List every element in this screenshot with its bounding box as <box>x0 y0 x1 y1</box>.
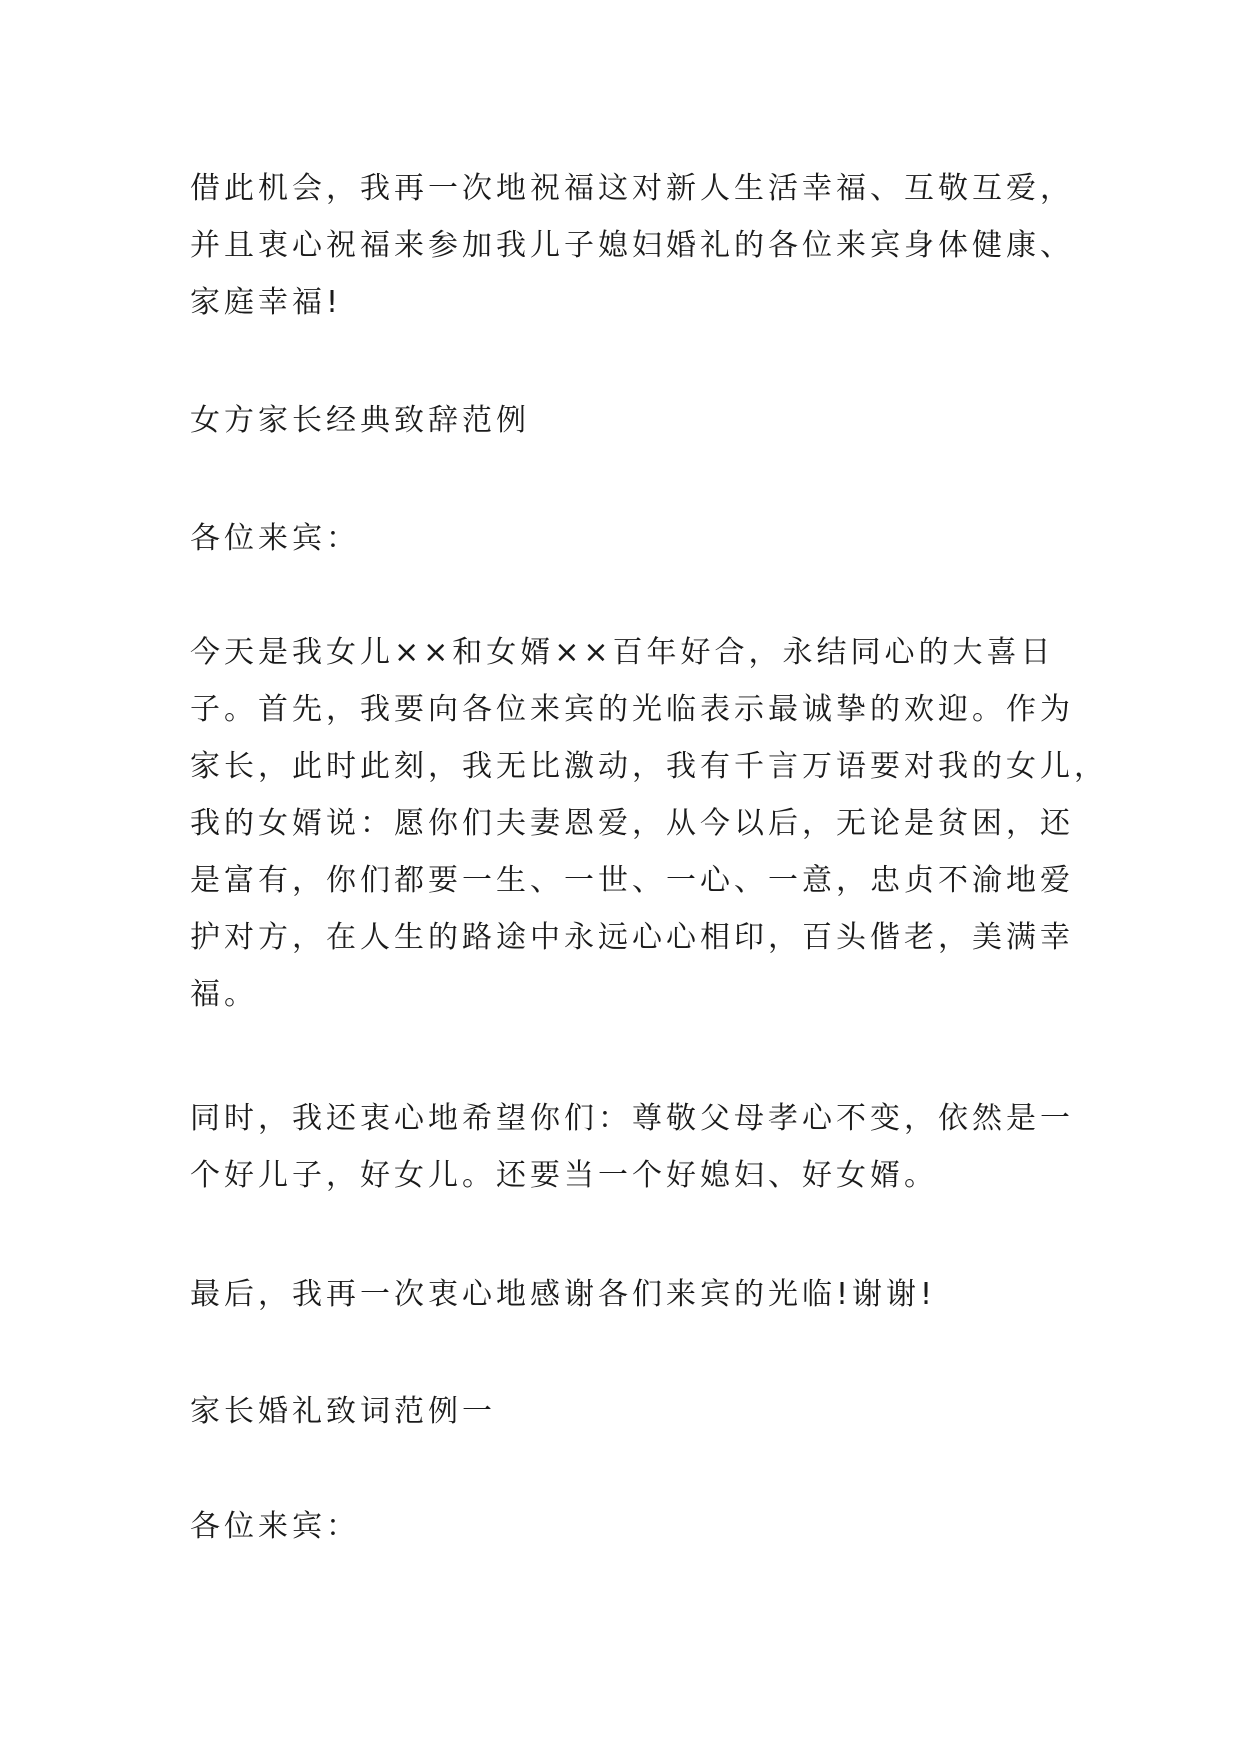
text-line: 家长，此时此刻，我无比激动，我有千言万语要对我的女儿， <box>190 749 1108 784</box>
text-line: 护对方，在人生的路途中永远心心相印，百头偕老，美满幸 <box>190 920 1074 955</box>
text-line: 个好儿子，好女儿。还要当一个好媳妇、好女婿。 <box>190 1158 938 1193</box>
heading-text: 女方家长经典致辞范例 <box>190 403 530 438</box>
salutation <box>190 510 1150 567</box>
text-line: 我的女婿说：愿你们夫妻恩爱，从今以后，无论是贫困，还 <box>190 806 1074 841</box>
text-line: 是富有，你们都要一生、一世、一心、一意，忠贞不渝地爱 <box>190 863 1074 898</box>
salutation-text: 各位来宾： <box>190 521 360 556</box>
text-line: 最后，我再一次衷心地感谢各们来宾的光临!谢谢! <box>190 1277 937 1312</box>
text-line: 今天是我女儿××和女婿××百年好合，永结同心的大喜日 <box>190 635 1055 670</box>
section-heading <box>190 1383 1150 1440</box>
text-line: 福。 <box>190 977 258 1012</box>
text-line: 子。首先，我要向各位来宾的光临表示最诚挚的欢迎。作为 <box>190 692 1074 727</box>
section-heading <box>190 392 1150 449</box>
paragraph-thanks <box>190 1266 1150 1323</box>
paragraph-hopes <box>190 1090 1150 1204</box>
salutation <box>190 1498 1150 1555</box>
text-line: 同时，我还衷心地希望你们：尊敬父母孝心不变，依然是一 <box>190 1101 1074 1136</box>
heading-text: 家长婚礼致词范例一 <box>190 1394 496 1429</box>
paragraph-closing-blessing <box>190 160 1150 331</box>
text-line: 家庭幸福! <box>190 285 343 320</box>
paragraph-welcome <box>190 624 1150 1023</box>
text-line: 并且衷心祝福来参加我儿子媳妇婚礼的各位来宾身体健康、 <box>190 228 1074 263</box>
salutation-text: 各位来宾： <box>190 1509 360 1544</box>
text-line: 借此机会，我再一次地祝福这对新人生活幸福、互敬互爱， <box>190 171 1074 206</box>
